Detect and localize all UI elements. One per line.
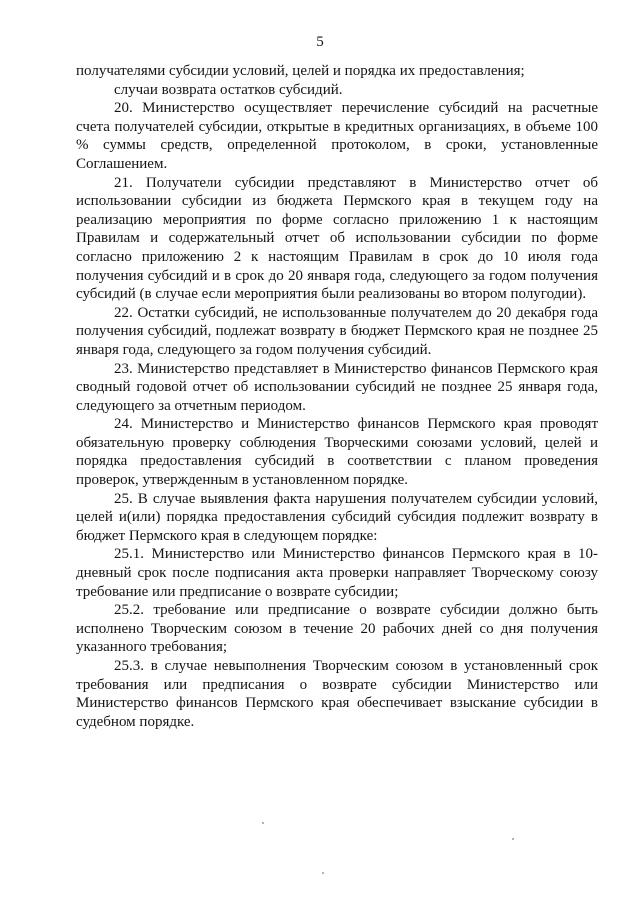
paragraph-25-1: 25.1. Министерство или Министерство финансов Пермского края в 10-дневный срок после подписания акта проверки направляет Творческому союзу требование или предписание о возврате субсидии; <box>76 546 598 600</box>
page-number: 5 <box>316 34 324 50</box>
paragraph-25-3: 25.3. в случае невыполнения Творческим союзом в установленный срок требования или предписания о возврате субсидии Министерство или Министерство финансов Пермского края обеспечивает взыскание субсидии в судебном порядке. <box>76 658 598 730</box>
scan-speck <box>512 838 514 840</box>
paragraph-23: 23. Министерство представляет в Министерство финансов Пермского края сводный годовой отчет об использовании субсидий не позднее 25 января года, следующего за отчетным периодом. <box>76 360 598 414</box>
paragraph-21: 21. Получатели субсидии представляют в Министерство отчет об использовании субсидии из бюджета Пермского края в текущем году на реализацию мероприятия по форме согласно приложению 1 к настоящим Правилам и содержательный отчет об использовании субсидии по форме согласно приложению 2 к настоящим Правилам в срок до 10 июля года получения субсидий и в срок до 20 января года, следующего за годом получения субсидий (в случае если мероприятия были реализованы во втором полугодии). <box>76 174 598 303</box>
paragraph-20: 20. Министерство осуществляет перечисление субсидий на расчетные счета получателей субсидии, открытые в кредитных организациях, в объеме 100 % суммы средств, определенной протоколом, в сроки, установленные Соглашением. <box>76 100 598 172</box>
paragraph-continuation: получателями субсидии условий, целей и порядка их предоставления; <box>76 63 525 79</box>
paragraph-returns: случаи возврата остатков субсидий. <box>114 81 343 98</box>
paragraph-25-2: 25.2. требование или предписание о возврате субсидии должно быть исполнено Творческим союзом в течение 20 рабочих дней со дня получения указанного требования; <box>76 602 598 656</box>
scan-speck <box>262 822 264 824</box>
paragraph-24: 24. Министерство и Министерство финансов Пермского края проводят обязательную проверку соблюдения Творческими союзами условий, целей и порядка предоставления субсидий в соответствии с планом проведения проверок, утвержденным в установленном порядке. <box>76 416 598 489</box>
document-body <box>76 62 598 731</box>
paragraph-22: 22. Остатки субсидий, не использованные получателем до 20 декабря года получения субсидий, подлежат возврату в бюджет Пермского края не позднее 25 января года, следующего за годом получения субсидий. <box>76 304 598 358</box>
paragraph-25: 25. В случае выявления факта нарушения получателем субсидии условий, целей и(или) порядка предоставления субсидий субсидия подлежит возврату в бюджет Пермского края в следующем порядке: <box>76 490 598 544</box>
scan-speck <box>322 872 324 874</box>
